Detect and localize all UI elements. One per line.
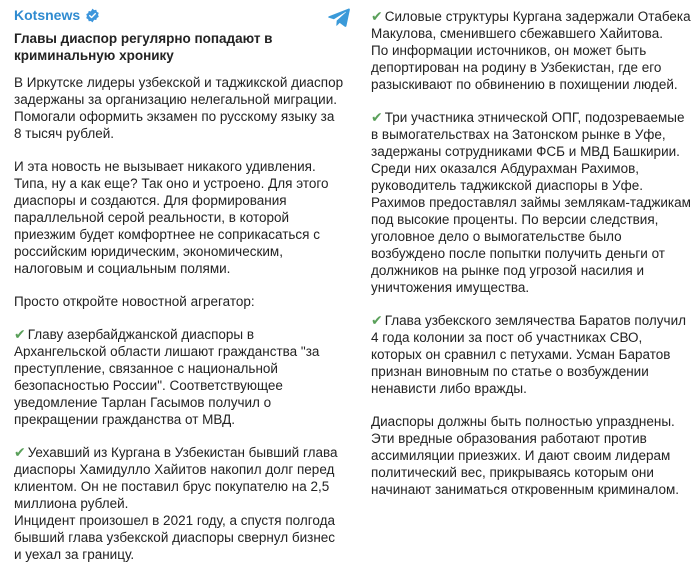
post-paragraph: Диаспоры должны быть полностью упразднены. Эти вредные образования работают против ассимиляции приезжих. И дают своим лидерам политический вес, прикрываясь которым они начинают заниматься откровенным криминалом. <box>371 414 679 497</box>
post-paragraph: Просто откройте новостной агрегатор: <box>14 294 255 309</box>
checkmark-icon: ✔ <box>371 8 383 24</box>
post-paragraph-text: Три участника этнической ОПГ, подозреваемые в вымогательствах на Затонском рынке в Уфе, задержаны сотрудниками ФСБ и МВД Башкирии. Среди них оказался Абдурахман Рахимов, руководитель таджикской диаспоры в Уфе. <box>371 110 685 193</box>
telegram-icon[interactable] <box>327 5 351 29</box>
post-paragraph: По информации источников, он может быть депортирован на родину в Узбекистан, где его разыскивают по обвинению в похищении людей. <box>371 43 678 92</box>
checkmark-icon: ✔ <box>14 444 26 460</box>
post-right-column <box>371 0 693 514</box>
checkmark-icon: ✔ <box>371 312 383 328</box>
post-paragraph: В Иркутске лидеры узбекской и таджикской диаспор задержаны за организацию нелегальной миграции. Помогали оформить экзамен по русскому языку за 8 тысяч рублей. <box>14 75 344 141</box>
post-paragraph <box>14 444 344 512</box>
post-left-column <box>14 0 344 579</box>
post-paragraph-text: Глава узбекского землячества Баратов получил 4 года колонии за пост об участниках СВО, которых он сравнил с петухами. Усман Баратов признан виновным по статье о возбуждении ненависти либо вражды. <box>371 313 687 396</box>
post-paragraph <box>14 326 344 428</box>
post-paragraph <box>371 8 693 42</box>
post-paragraph: Рахимов предоставлял займы землякам-таджикам под высокие проценты. По версии следствия, уголовное дело о вымогательстве было возбуждено после попытки получить деньги от должников на рынке под угрозой насилия и уничтожения имущества. <box>371 195 691 295</box>
checkmark-icon: ✔ <box>14 326 26 342</box>
post-paragraph-text: Уехавший из Кургана в Узбекистан бывший глава диаспоры Хамидулло Хайитов накопил долг перед клиентом. Он не поставил брус покупателю на 2,5 миллиона рублей. <box>14 445 338 511</box>
post-paragraph-text: Силовые структуры Кургана задержали Отабека Макулова, сменившего сбежавшего Хайитова. <box>371 9 691 41</box>
post-title: Главы диаспор регулярно попадают в криминальную хронику <box>14 31 273 63</box>
verified-badge-icon <box>85 8 100 23</box>
post-paragraph: И эта новость не вызывает никакого удивления. Типа, ну а как еще? Так оно и устроено. Для этого диаспоры и создаются. Для формирования параллельной серой реальности, в которой приезжим будет комфортнее не соприкасаться с российским юридическим, экономическим, налоговым и социальным полями. <box>14 159 329 276</box>
channel-header <box>14 0 344 30</box>
post-paragraph <box>371 312 693 397</box>
post-paragraph <box>371 109 693 194</box>
post-paragraph: Инцидент произошел в 2021 году, а спустя полгода бывший глава узбекской диаспоры свернул бизнес и уехал за границу. <box>14 513 336 562</box>
channel-name[interactable]: Kotsnews <box>14 7 81 23</box>
checkmark-icon: ✔ <box>371 109 383 125</box>
post-paragraph-text: Главу азербайджанской диаспоры в Архангельской области лишают гражданства "за преступление, связанное с национальной безопасностью России". Соответствующее уведомление Тарлан Гасымов получил о прекращении гражданства от МВД. <box>14 327 320 427</box>
